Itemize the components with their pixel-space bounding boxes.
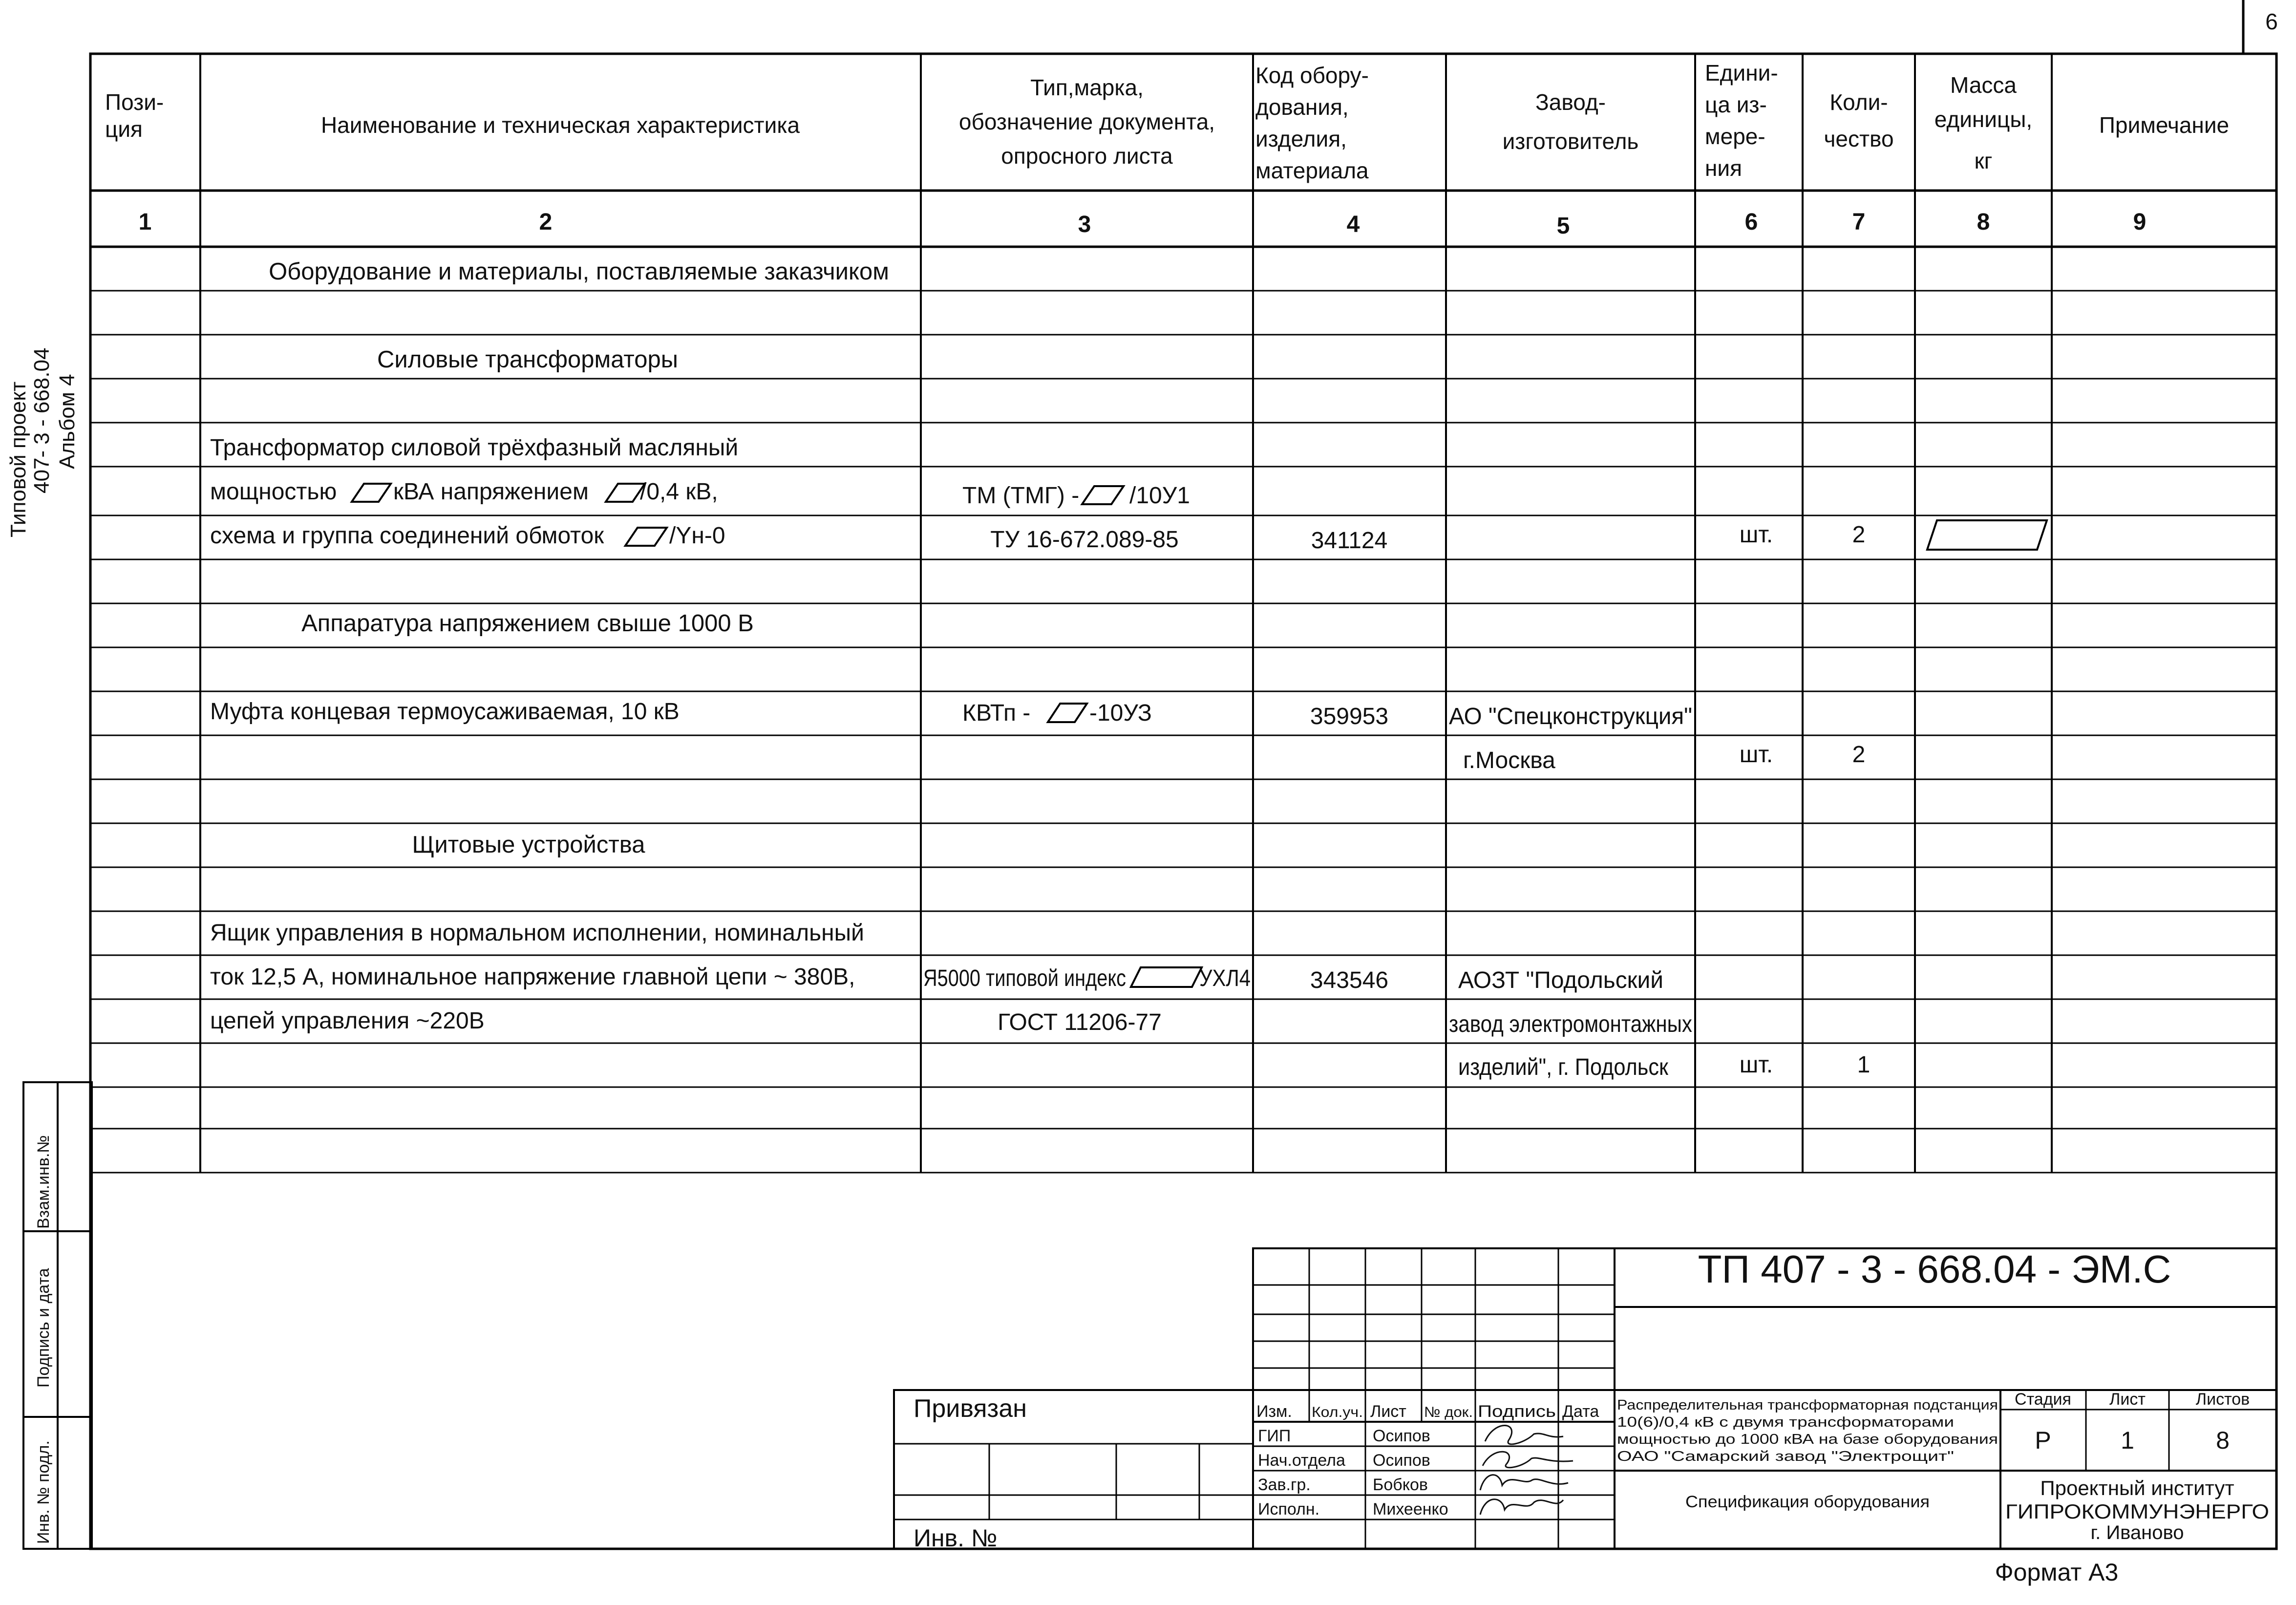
row-transformer-l3a: схема и группа соединений обмоток <box>210 523 604 549</box>
colnum-1: 1 <box>138 209 152 235</box>
row-transformer-l2c: /0,4 кВ, <box>640 479 718 505</box>
row-transformer-type-a: ТМ (ТМГ) - <box>962 483 1080 509</box>
hdr-c3-l1: Тип,марка, <box>1030 75 1144 100</box>
column-number-row <box>139 209 2147 239</box>
sheet-value: 1 <box>2121 1427 2134 1454</box>
staff-role-3: Зав.гр. <box>1258 1476 1311 1494</box>
blank-power-field <box>352 484 391 502</box>
staff-role-1: ГИП <box>1258 1427 1291 1445</box>
colnum-4: 4 <box>1346 212 1360 237</box>
row-box-code: 343546 <box>1310 967 1389 993</box>
hdr-c5-l2: изготовитель <box>1502 128 1639 154</box>
page-number-box <box>2243 0 2278 54</box>
blank-type-field <box>1082 486 1124 504</box>
izm-col-kol: Кол.уч. <box>1312 1404 1363 1420</box>
description-l3: мощностью до 1000 кВА на базе оборудования <box>1617 1432 1998 1447</box>
colnum-5: 5 <box>1556 213 1570 239</box>
stage-label: Стадия <box>2015 1390 2071 1409</box>
staff-role-4: Исполн. <box>1258 1500 1320 1519</box>
hdr-c9: Примечание <box>2099 112 2230 138</box>
row-sleeve-type-a: КВТп - <box>962 700 1031 726</box>
row-transformer-l2b: кВА напряжением <box>393 479 589 505</box>
row-sleeve-name: Муфта концевая термоусаживаемая, 10 кВ <box>210 699 680 725</box>
org-line3: г. Иваново <box>2090 1522 2184 1543</box>
row-transformer-qty: 2 <box>1852 522 1866 548</box>
blank-group-field <box>625 528 667 546</box>
hdr-c6-l3: мере- <box>1705 124 1765 149</box>
row-box-l1: Ящик управления в нормальном исполнении, номинальный <box>210 920 864 946</box>
row-transformer-code: 341124 <box>1311 528 1388 554</box>
izm-col-list: Лист <box>1370 1402 1406 1421</box>
row-sleeve-code: 359953 <box>1310 704 1389 729</box>
sheets-value: 8 <box>2216 1427 2230 1454</box>
side-stamp-line2: 407- 3 - 668.04 <box>30 347 54 493</box>
hdr-c4-l3: изделия, <box>1255 126 1347 151</box>
colnum-8: 8 <box>1977 209 1990 235</box>
blank-mass-field <box>1927 520 2047 550</box>
sheet-title: Спецификация оборудования <box>1685 1493 1930 1511</box>
staff-name-1: Осипов <box>1373 1427 1430 1445</box>
section-hv-apparatus: Аппаратура напряжением свыше 1000 В <box>301 610 754 637</box>
staff-role-2: Нач.отдела <box>1258 1451 1345 1470</box>
description-l2: 10(6)/0,4 кВ с двумя трансформаторами <box>1617 1414 1954 1430</box>
colnum-7: 7 <box>1852 209 1866 235</box>
row-box-gost: ГОСТ 11206-77 <box>998 1009 1162 1035</box>
row-box-l3: цепей управления ~220В <box>210 1008 485 1034</box>
description-l1: Распределительная трансформаторная подстанция <box>1617 1397 1998 1413</box>
hdr-c6-l2: ца из- <box>1705 92 1767 117</box>
org-line1: Проектный институт <box>2040 1477 2234 1499</box>
row-box-type-b: УХЛ4 <box>1199 965 1251 991</box>
hdr-c3-l2: обозначение документа, <box>958 109 1215 134</box>
hdr-c5-l1: Завод- <box>1535 89 1606 115</box>
row-box-maker-l2: завод электромонтажных <box>1449 1011 1692 1037</box>
row-transformer-unit: шт. <box>1739 522 1773 548</box>
blank-sleeve-field <box>1048 704 1087 722</box>
hdr-c1-l1: Пози- <box>105 89 164 115</box>
row-sleeve-type-b: -10УЗ <box>1089 700 1152 726</box>
margin-inv: Инв. № подл. <box>34 1440 53 1544</box>
hdr-c4-l4: материала <box>1255 158 1369 183</box>
stage-value: Р <box>2035 1427 2051 1454</box>
margin-vzam: Взам.инв.№ <box>34 1135 53 1229</box>
org-line2: ГИПРОКОММУНЭНЕРГО <box>2005 1500 2269 1523</box>
side-stamp-line3: Альбом 4 <box>55 374 79 469</box>
row-transformer-tu: ТУ 16-672.089-85 <box>990 527 1179 553</box>
row-transformer-l2a: мощностью <box>210 479 337 505</box>
table-header <box>105 60 2229 183</box>
hdr-c7-l2: чество <box>1824 126 1894 151</box>
margin-boxes <box>23 1082 92 1549</box>
hdr-c8-l1: Масса <box>1950 72 2017 98</box>
izm-col-izm: Изм. <box>1256 1402 1292 1421</box>
colnum-9: 9 <box>2133 209 2147 235</box>
row-sleeve-unit: шт. <box>1739 742 1773 768</box>
hdr-c4-l2: дования, <box>1255 94 1349 120</box>
hdr-c6-l4: ния <box>1705 155 1743 181</box>
row-box-l2: ток 12,5 А, номинальное напряжение главной цепи ~ 380В, <box>210 964 855 990</box>
row-transformer-l1: Трансформатор силовой трёхфазный масляный <box>210 435 739 461</box>
signature-1 <box>1485 1426 1563 1444</box>
section-power-transformers: Силовые трансформаторы <box>377 346 679 373</box>
row-transformer-l3b: /Yн-0 <box>669 523 725 549</box>
signature-3 <box>1480 1475 1568 1490</box>
colnum-2: 2 <box>539 209 553 235</box>
blank-voltage-field <box>606 484 645 502</box>
row-box-maker-l3: изделий", г. Подольск <box>1458 1054 1669 1080</box>
izm-col-podpis: Подпись <box>1478 1402 1556 1421</box>
signature-2 <box>1483 1452 1573 1467</box>
row-box-type-a: Я5000 типовой индекс <box>923 965 1126 991</box>
izm-col-doc: № док. <box>1424 1404 1473 1420</box>
staff-name-4: Михеенко <box>1373 1500 1448 1519</box>
hdr-c2: Наименование и техническая характеристика <box>320 112 800 138</box>
section-customer-supplied: Оборудование и материалы, поставляемые заказчиком <box>269 258 889 285</box>
row-box-maker-l1: АОЗТ "Подольский <box>1458 967 1663 993</box>
hdr-c4-l1: Код обору- <box>1255 63 1369 88</box>
margin-podpis: Подпись и дата <box>34 1268 53 1388</box>
table-body <box>210 258 1870 1080</box>
section-switchboards: Щитовые устройства <box>412 832 645 858</box>
izm-col-date: Дата <box>1562 1402 1599 1421</box>
row-sleeve-qty: 2 <box>1852 742 1866 768</box>
row-box-qty: 1 <box>1857 1052 1871 1078</box>
hdr-c7-l1: Коли- <box>1829 89 1888 115</box>
row-transformer-type-b: /10У1 <box>1129 483 1190 509</box>
hdr-c8-l2: единицы, <box>1934 107 2033 132</box>
side-stamp-line1: Типовой проект <box>6 381 30 537</box>
privyazan-label: Привязан <box>914 1394 1027 1423</box>
row-sleeve-maker: АО "Спецконструкция" <box>1449 704 1692 729</box>
side-stamp <box>6 382 30 537</box>
signature-4 <box>1480 1499 1563 1515</box>
colnum-6: 6 <box>1744 209 1758 235</box>
inv-no-label: Инв. № <box>914 1524 998 1552</box>
hdr-c1-l2: ция <box>105 116 143 142</box>
row-box-unit: шт. <box>1739 1052 1773 1078</box>
colnum-3: 3 <box>1078 212 1091 237</box>
hdr-c8-l3: кг <box>1974 148 1993 173</box>
staff-name-2: Осипов <box>1373 1451 1430 1470</box>
description-l4: ОАО "Самарский завод "Электрощит" <box>1617 1449 1954 1464</box>
document-code: ТП 407 - 3 - 668.04 - ЭМ.С <box>1698 1247 2171 1291</box>
hdr-c6-l1: Едини- <box>1705 60 1778 86</box>
staff-name-3: Бобков <box>1373 1476 1428 1494</box>
row-sleeve-city: г.Москва <box>1463 748 1555 773</box>
page-number: 6 <box>2265 9 2278 34</box>
sheet-label: Лист <box>2109 1390 2146 1409</box>
format-label: Формат А3 <box>1995 1559 2119 1586</box>
sheets-label: Листов <box>2195 1390 2250 1409</box>
blank-index-field <box>1131 967 1202 987</box>
hdr-c3-l3: опросного листа <box>1001 143 1173 169</box>
